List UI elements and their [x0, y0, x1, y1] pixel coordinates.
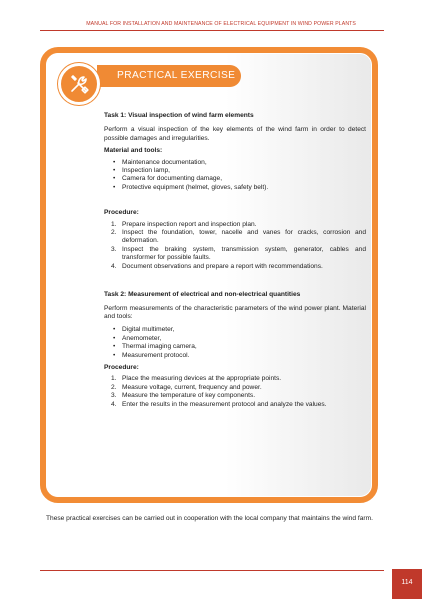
task2-heading: Task 2: Measurement of electrical and non-electrical quantities: [104, 291, 301, 299]
list-item: 1. Prepare inspection report and inspection plan.: [111, 220, 257, 228]
list-item: 2. Inspect the foundation, tower, nacelle and vanes for cracks, corrosion and deformation.: [111, 229, 366, 245]
page-number-box: [392, 569, 422, 599]
list-item: • Protective equipment (helmet, gloves, safety belt).: [113, 183, 269, 191]
list-item: • Measurement protocol.: [113, 351, 190, 359]
task2-intro: Perform measurements of the characteristic parameters of the wind power plant. Material and tools:: [104, 304, 366, 320]
list-item: 4. Document observations and prepare a report with recommendations.: [111, 262, 323, 270]
list-item: 2. Measure voltage, current, frequency and power.: [111, 383, 262, 391]
exercise-content: [104, 112, 366, 409]
running-title: MANUAL FOR INSTALLATION AND MAINTENANCE OF ELECTRICAL EQUIPMENT IN WIND POWER PLANTS: [86, 21, 356, 27]
tools-badge: [58, 63, 100, 105]
task1-heading: Task 1: Visual inspection of wind farm elements: [104, 112, 254, 119]
list-item: • Inspection lamp,: [113, 167, 171, 175]
exercise-title: PRACTICAL EXERCISE: [117, 70, 236, 81]
list-item: • Anemometer,: [113, 334, 162, 342]
list-item: 4. Enter the results in the measurement protocol and analyze the values.: [111, 400, 327, 408]
task2-procedure-heading: Procedure:: [104, 363, 139, 371]
exercise-title-bar: [97, 65, 241, 87]
page-header: [0, 0, 422, 36]
task1-materials-heading: Material and tools:: [104, 147, 163, 155]
list-item: • Digital multimeter,: [113, 326, 175, 334]
list-item: • Camera for documenting damage,: [113, 175, 223, 183]
list-item: 1. Place the measuring devices at the appropriate points.: [111, 375, 282, 383]
task1-procedure-heading: Procedure:: [104, 209, 139, 217]
task2-materials-list: [104, 326, 366, 360]
list-item: 3. Inspect the braking system, transmission system, generator, cables and transformer for possible faults.: [111, 245, 366, 262]
task1-intro: Perform a visual inspection of the key elements of the wind farm in order to detect possible damages and irregularities.: [104, 126, 366, 142]
wrench-screwdriver-icon: [68, 73, 90, 95]
footnote: These practical exercises can be carried out in cooperation with the local company that maintains the wind farm.: [46, 515, 373, 522]
footer-rule: [40, 570, 384, 571]
task1-materials-list: [104, 159, 366, 193]
task1-procedure-list: [104, 221, 366, 271]
list-item: 3. Measure the temperature of key components.: [111, 392, 256, 400]
header-rule: [40, 30, 384, 31]
task2-procedure-list: [104, 375, 366, 409]
list-item: • Thermal imaging camera,: [113, 343, 197, 351]
page-number: 114: [401, 579, 413, 586]
list-item: • Maintenance documentation,: [113, 158, 207, 166]
